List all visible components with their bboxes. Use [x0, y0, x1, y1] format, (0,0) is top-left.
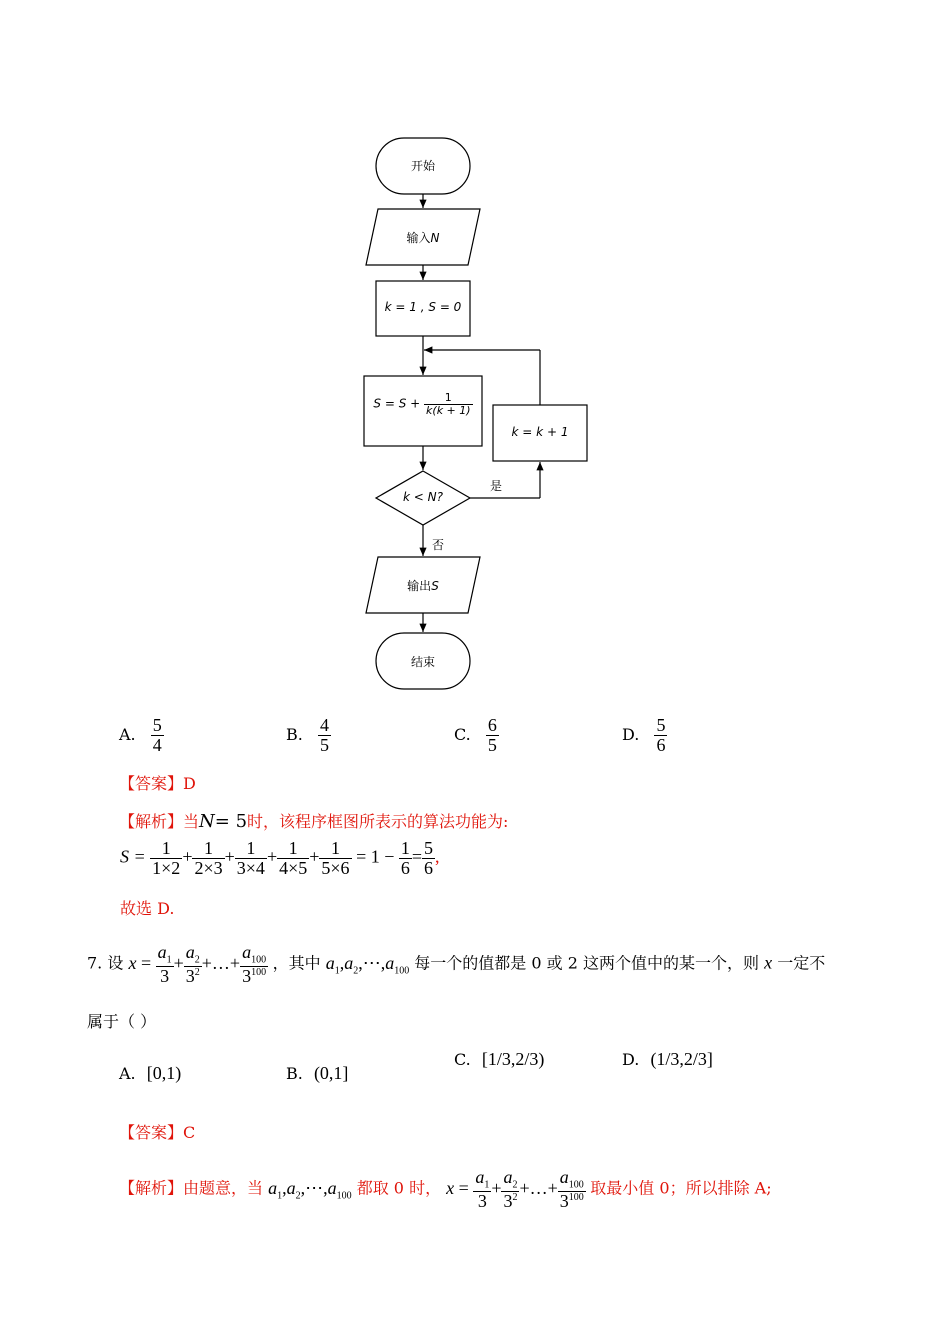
q6-term2-num: 1: [192, 839, 224, 859]
start-label: 开始: [410, 159, 435, 173]
q7-answer: [119, 1120, 195, 1143]
update-label: k = k + 1: [511, 425, 569, 439]
q7-analysis: 【解析】由题意，当 $a_1,a_2,\cdots,a_{100}$ 都取 0 时， x = $\frac{a_1}{3}$ + $\frac{a_2}{3^2}$ +…+ $\frac{a_{100}}{3^{100}}$ 取最小值 0；所以排除 A;: [119, 1167, 772, 1212]
q6-formula-result-num: 5: [424, 838, 434, 858]
end-label: 结束: [410, 655, 435, 669]
q6-formula-mid-den: 6: [400, 857, 410, 878]
q7-analysis-b: 都取 0 时，: [356, 1178, 442, 1198]
q6-formula-mid-num: 1: [400, 838, 410, 858]
q6-option-c: [454, 716, 499, 755]
q6-option-b-den: 5: [319, 734, 329, 755]
q7-number: 7.: [87, 953, 103, 973]
q6-analysis: [119, 809, 508, 832]
no-label: 否: [432, 538, 445, 552]
yes-label: 是: [490, 479, 503, 493]
q6-option-a-num: 5: [152, 715, 162, 735]
q6-option-b-num: 4: [319, 715, 329, 735]
q6-analysis-rest: 时，该程序框图所表示的算法功能为:: [247, 812, 509, 831]
process-lhs: S = S +: [373, 396, 421, 411]
q7-option-a-value: [0,1): [146, 1063, 182, 1083]
q7-stem: [87, 943, 825, 986]
q6-analysis-eq: = 5: [214, 811, 248, 832]
input-prefix: 输入: [406, 231, 431, 245]
q6-option-d-den: 6: [656, 734, 666, 755]
q6-formula-result-den: 6: [424, 857, 434, 878]
q6-answer-tag: 【答案】: [119, 774, 184, 793]
q7-option-d: [622, 1049, 713, 1070]
q7-answer-value: C: [183, 1123, 196, 1142]
q6-formula-mid: = 1 −: [356, 846, 395, 867]
q6-term1-num: 1: [150, 839, 182, 859]
q6-option-d-num: 5: [656, 715, 666, 735]
q6-term5-num: 1: [319, 839, 351, 859]
q6-answer-value: D: [183, 774, 196, 793]
input-label: [370, 229, 476, 246]
q7-sequence: $a_1,a_2,\cdots,a_{100}$: [325, 952, 410, 977]
q6-term1-den: 1×2: [152, 857, 181, 878]
q7-option-c-label: C.: [454, 1050, 471, 1069]
q6-formula: S = $\frac{1}{1\times 2}$ + $\frac{1}{2\times 3}$ + $\frac{1}{3\times 4}$ + $\frac{1}{4\times 5}$ + $\frac{1}{5\times 6}$ = 1 − $\frac{1}{6}$ = $\frac{5}{6}$ ,: [120, 838, 440, 878]
q7-option-b-label: B.: [286, 1064, 303, 1083]
input-var: N: [430, 231, 440, 245]
q7-analysis-a: 由题意，当: [183, 1178, 264, 1198]
output-var: S: [431, 579, 439, 593]
q6-answer: [119, 771, 196, 794]
q6-option-a-label: A.: [119, 724, 136, 744]
q7-text-mid: ，其中: [272, 953, 321, 973]
output-prefix: 输出: [407, 579, 432, 593]
q6-option-b-label: B.: [286, 724, 303, 744]
q7-option-a: [119, 1063, 181, 1084]
q7-analysis-c: 取最小值 0；所以排除 A;: [590, 1178, 772, 1198]
q6-term4-den: 4×5: [279, 857, 308, 878]
q6-option-c-label: C.: [454, 724, 471, 744]
q6-term3-num: 1: [235, 839, 267, 859]
q7-option-a-label: A.: [119, 1064, 136, 1083]
process-label: [364, 392, 482, 416]
q7-intro: 设: [107, 953, 124, 973]
q7-option-d-value: (1/3,2/3]: [650, 1049, 713, 1069]
process-den: k(k + 1): [426, 403, 471, 417]
q7-var-x: x: [764, 952, 773, 973]
q6-option-b: [286, 716, 331, 755]
q6-option-c-den: 5: [487, 734, 497, 755]
q6-analysis-tag: 【解析】: [119, 812, 184, 831]
q6-term3-den: 3×4: [236, 857, 265, 878]
init-label: k = 1 , S = 0: [384, 300, 462, 314]
q6-formula-lhs: S =: [120, 846, 146, 867]
q7-option-d-label: D.: [622, 1050, 640, 1069]
q7-analysis-tag: 【解析】: [119, 1178, 184, 1198]
q6-option-d-label: D.: [622, 724, 640, 744]
q6-conclusion: 故选 D.: [120, 899, 175, 918]
q7-text-after: 每一个的值都是 0 或 2 这两个值中的某一个，则: [414, 953, 760, 973]
q7-option-b: [286, 1063, 348, 1084]
output-label: [370, 577, 476, 594]
decision-label: k < N?: [403, 490, 443, 504]
q6-option-c-num: 6: [487, 715, 497, 735]
q6-analysis-prefix: 当: [183, 812, 200, 831]
q6-term5-den: 5×6: [321, 857, 350, 878]
q7-text-end: 一定不: [777, 953, 826, 973]
q7-option-c: [454, 1049, 544, 1070]
q6-term4-num: 1: [277, 839, 309, 859]
q7-option-c-value: [1/3,2/3): [481, 1049, 545, 1069]
q6-analysis-var: N: [199, 811, 215, 832]
q6-term2-den: 2×3: [194, 857, 223, 878]
q6-option-a: [119, 716, 164, 755]
q7-expression: x = $\frac{a_1}{3}$ + $\frac{a_2}{3^2}$ +…+ $\frac{a_{100}}{3^{100}}$: [128, 942, 267, 987]
q6-option-d: [622, 716, 667, 755]
process-num: 1: [424, 392, 473, 405]
q6-option-a-den: 4: [152, 734, 162, 755]
q7-option-b-value: (0,1]: [313, 1063, 349, 1083]
q7-line2: 属于（ ）: [87, 1012, 157, 1031]
q7-answer-tag: 【答案】: [119, 1123, 184, 1142]
